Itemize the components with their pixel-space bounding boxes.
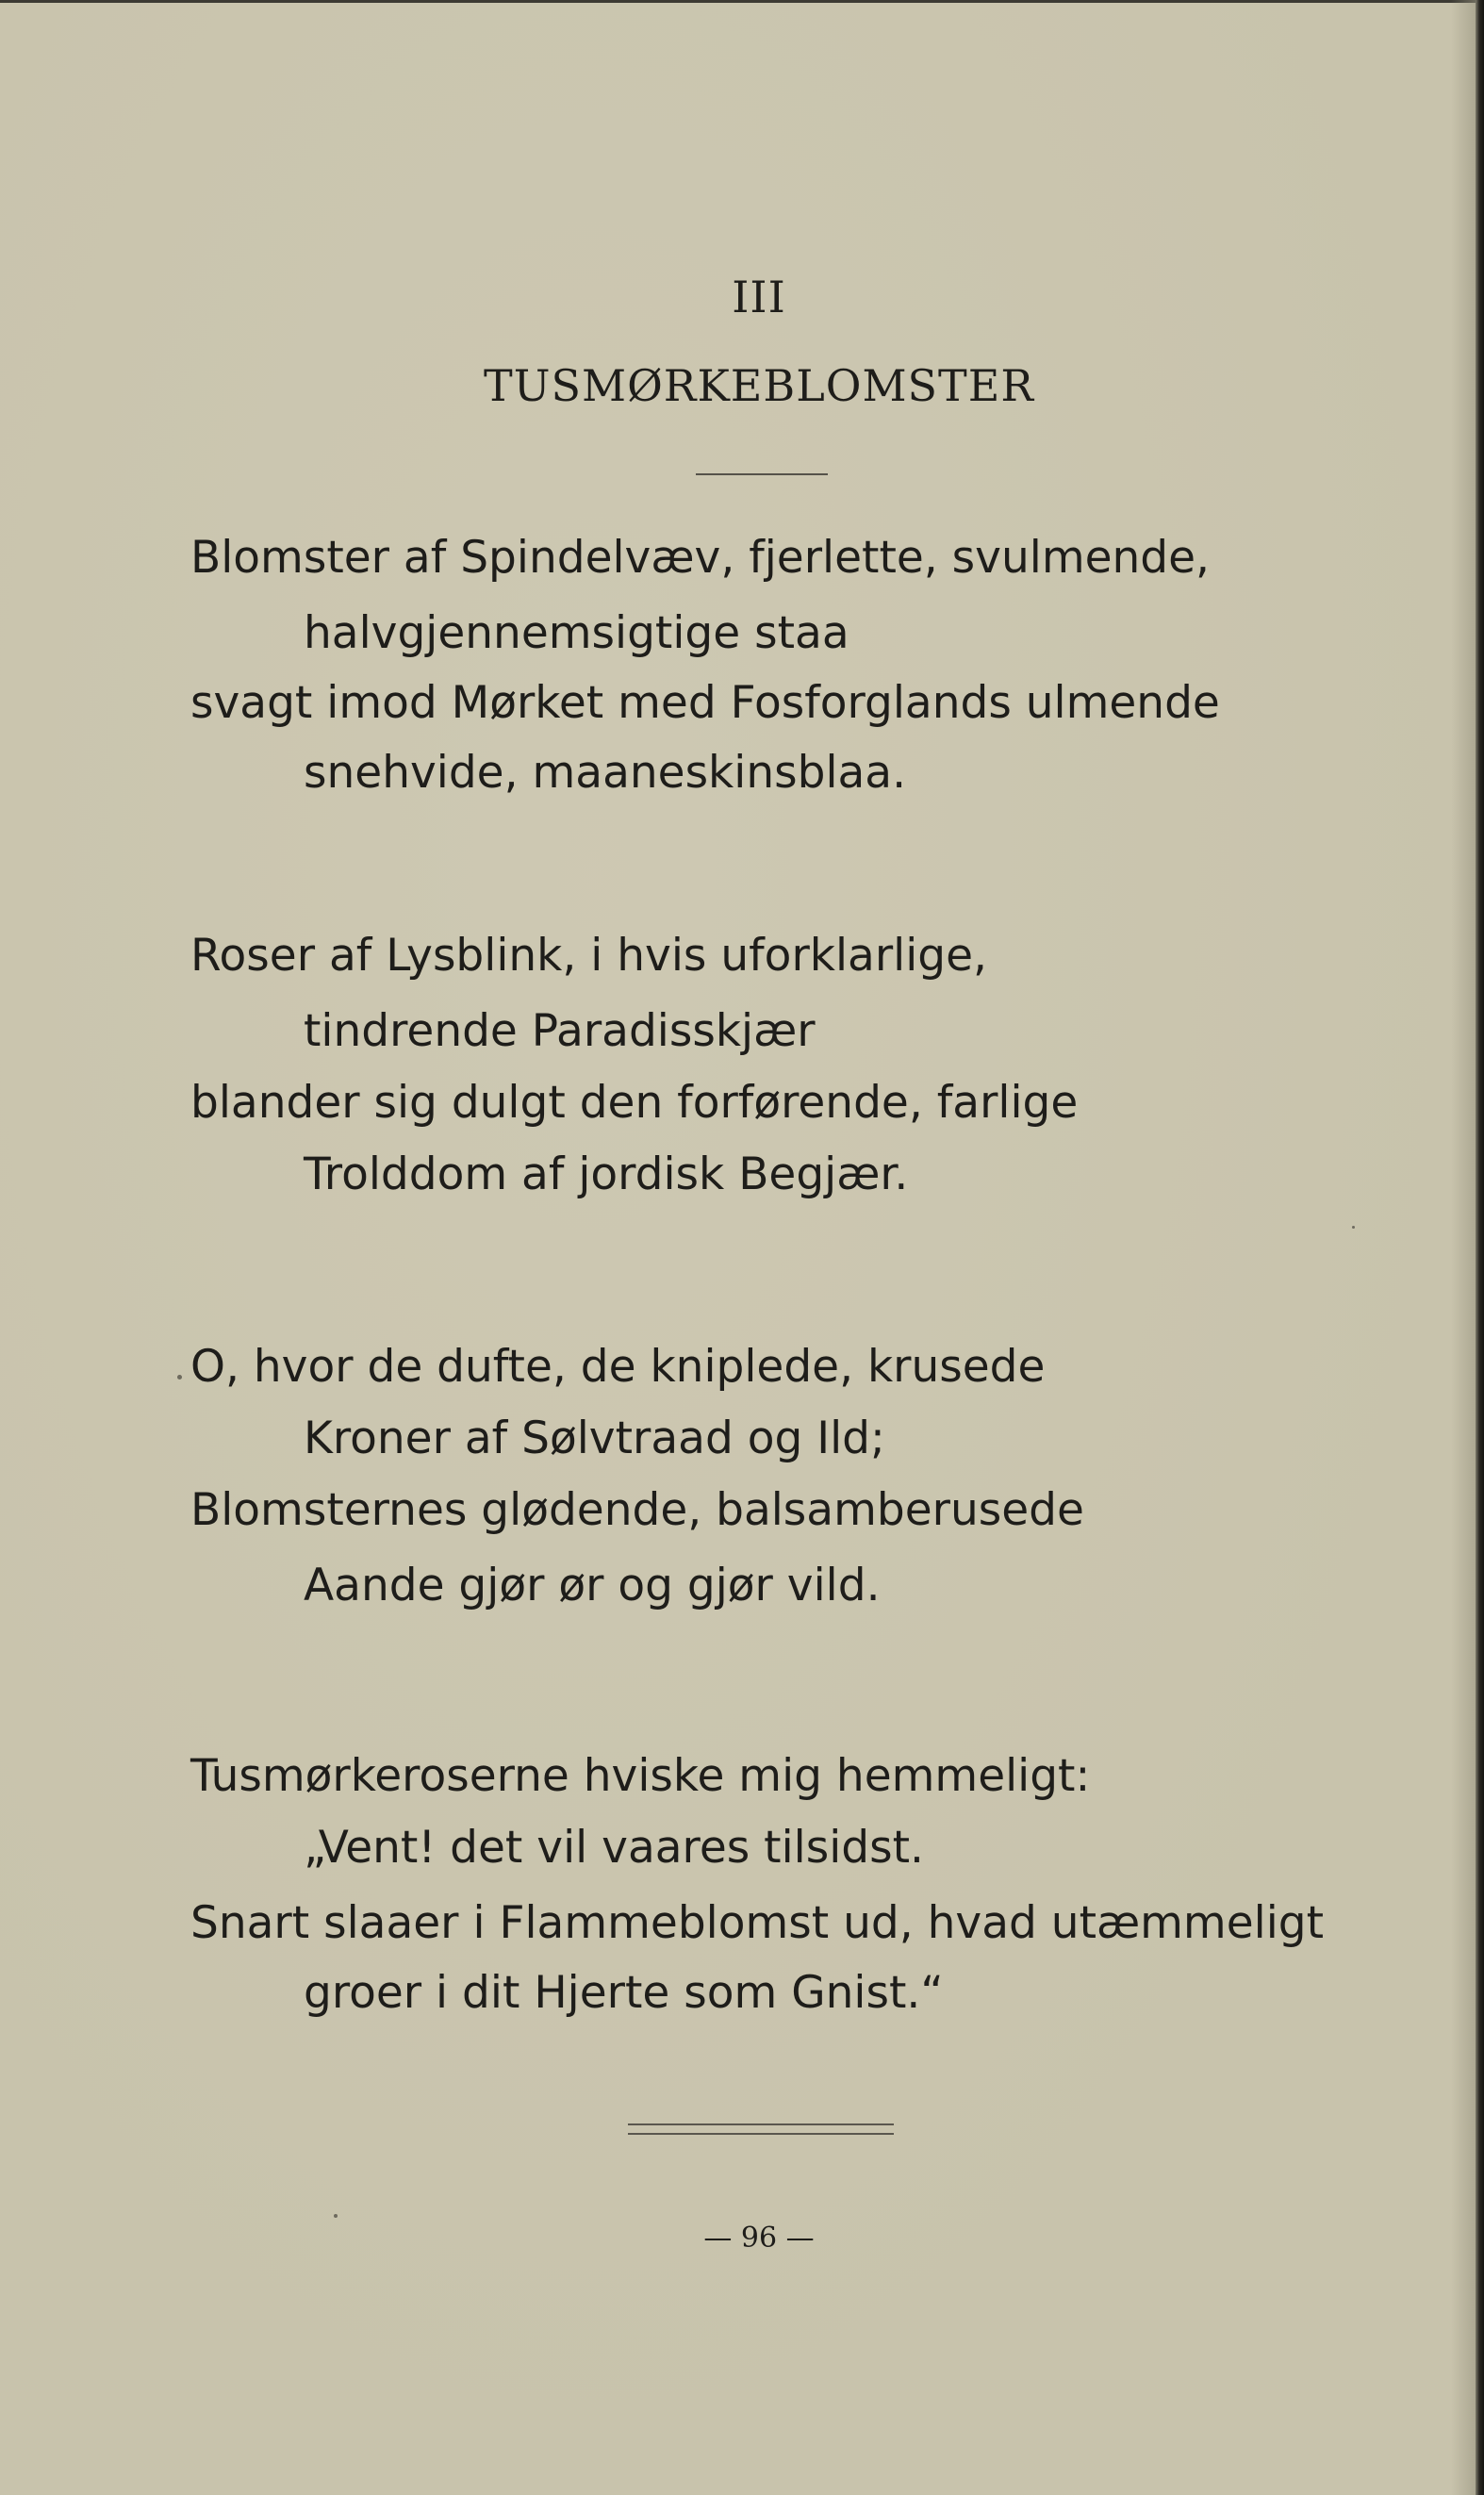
poem-line: Blomster af Spindelvæv, fjerlette, svulmende,: [190, 532, 1210, 584]
poem-line: Aande gjør ør og gjør vild.: [304, 1560, 881, 1611]
poem-title: TUSMØRKEBLOMSTER: [484, 360, 1034, 411]
poem-line: „Vent! det vil vaares tilsidst.: [304, 1822, 924, 1874]
end-rule-bottom: [628, 2133, 894, 2135]
poem-line: Tusmørkeroserne hviske mig hemmeligt:: [190, 1750, 1091, 1802]
poem-line: Roser af Lysblink, i hvis uforklarlige,: [190, 930, 987, 982]
poem-line: snehvide, maaneskinsblaa.: [304, 747, 907, 799]
paper-speck: [177, 1375, 182, 1380]
poem-line: blander sig dulgt den forførende, farlige: [190, 1077, 1079, 1129]
section-number: III: [732, 272, 786, 322]
poem-line: svagt imod Mørket med Fosforglands ulmende: [190, 677, 1220, 729]
end-rule-top: [628, 2123, 894, 2125]
page-number: — 96 —: [703, 2222, 815, 2255]
poem-line: Blomsternes glødende, balsamberusede: [190, 1484, 1084, 1536]
poem-line: halvgjennemsigtige staa: [304, 607, 849, 659]
poem-line: Kroner af Sølvtraad og Ild;: [304, 1413, 885, 1464]
poem-line: tindrende Paradisskjær: [304, 1005, 816, 1057]
page-top-edge: [0, 0, 1484, 3]
poem-line: groer i dit Hjerte som Gnist.“: [304, 1967, 944, 2019]
poem-line: Trolddom af jordisk Begjær.: [304, 1148, 909, 1200]
poem-line: Snart slaaer i Flammeblomst ud, hvad utæmmeligt: [190, 1897, 1325, 1949]
paper-speck: [1352, 1226, 1355, 1229]
poem-line: O, hvor de dufte, de kniplede, krusede: [190, 1341, 1046, 1393]
title-divider: [696, 473, 828, 475]
paper-speck: [334, 2214, 338, 2218]
